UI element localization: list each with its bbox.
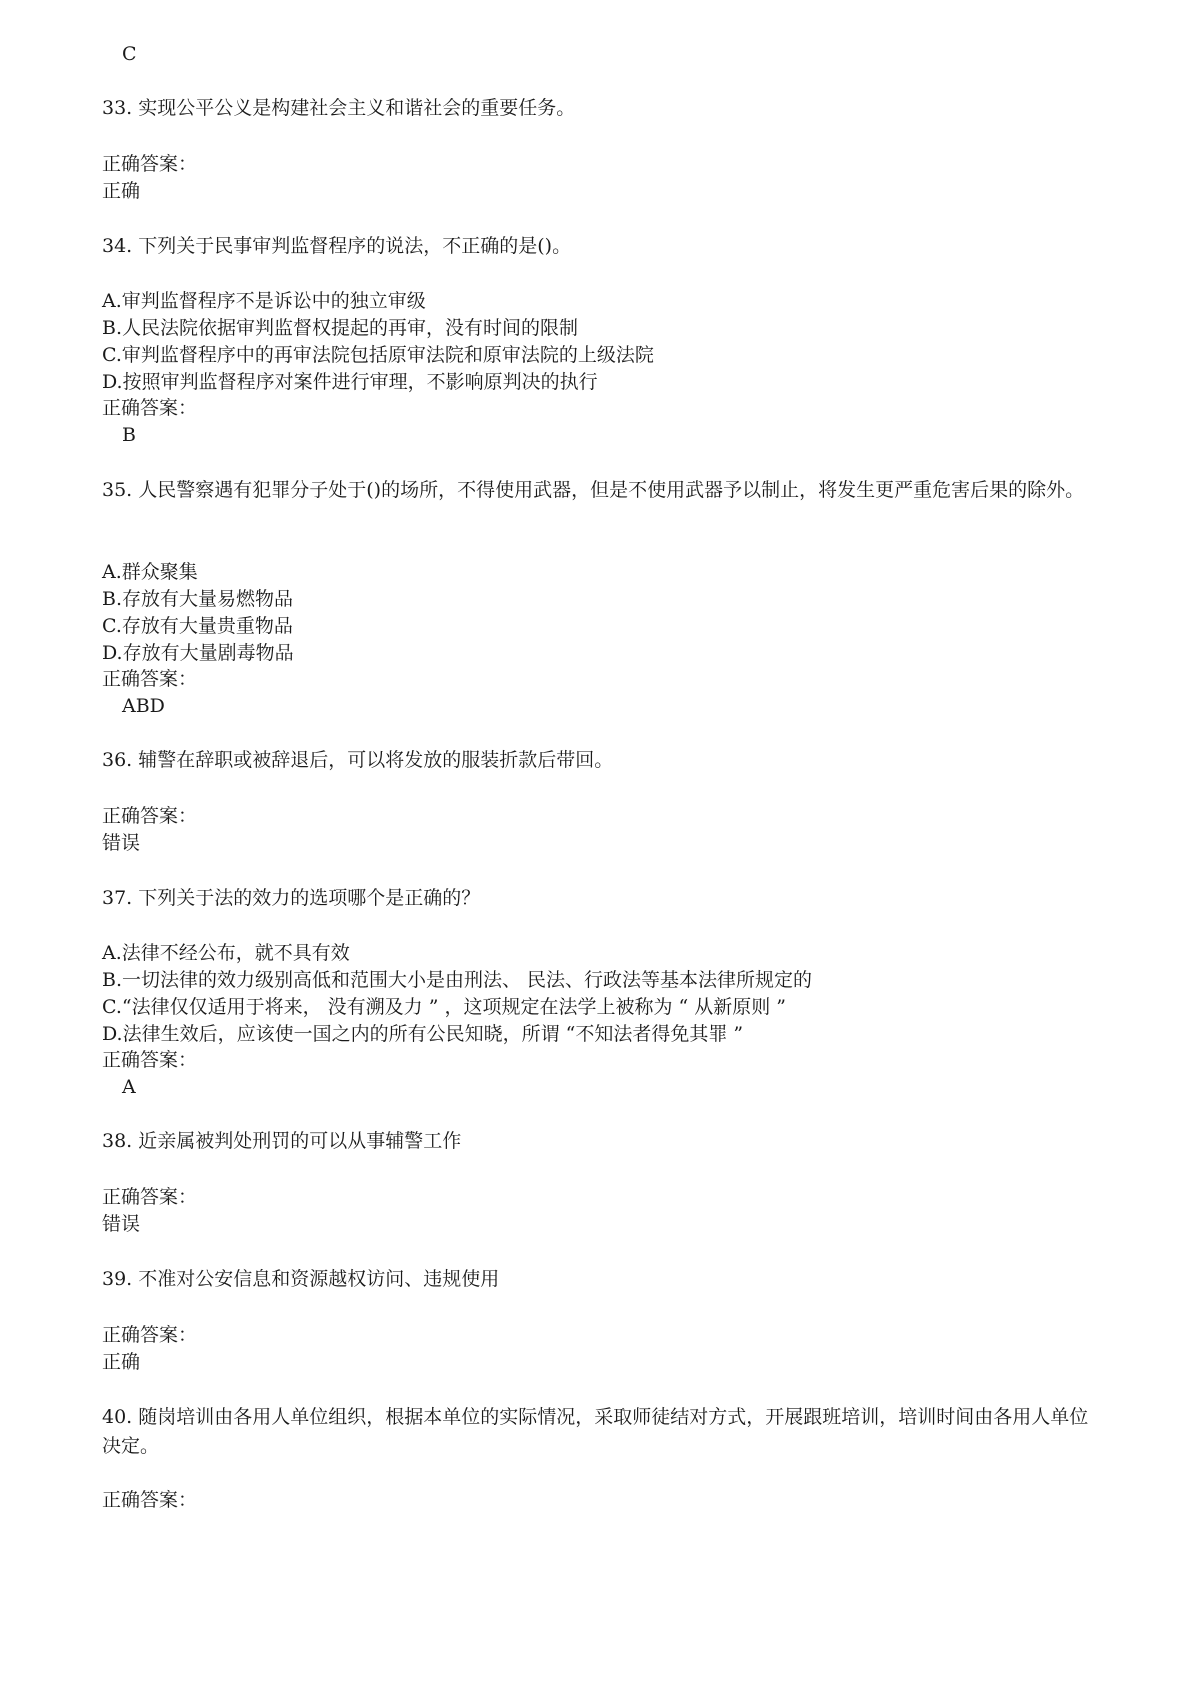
question-36-text: 36. 辅警在辞职或被辞退后，可以将发放的服装折款后带回。 — [102, 749, 614, 771]
q39-answer-value: 正确 — [102, 1351, 141, 1373]
q37-option-a: A.法律不经公布，就不具有效 — [102, 942, 350, 964]
question-35-text: 35. 人民警察遇有犯罪分子处于()的场所，不得使用武器，但是不使用武器予以制止，将发生更严重危害后果的除外。 — [102, 479, 1085, 501]
q34-answer-value: B — [122, 424, 136, 446]
q34-option-d: D.按照审判监督程序对案件进行审理，不影响原判决的执行 — [102, 371, 598, 393]
prev-answer-value: C — [122, 43, 137, 65]
question-33-text: 33. 实现公平公义是构建社会主义和谐社会的重要任务。 — [102, 97, 576, 119]
q35-option-b: B.存放有大量易燃物品 — [102, 588, 294, 610]
q33-answer-value: 正确 — [102, 180, 141, 202]
q40-answer-label: 正确答案： — [102, 1489, 198, 1511]
q38-answer-label: 正确答案： — [102, 1186, 198, 1208]
q35-answer-label: 正确答案： — [102, 668, 198, 690]
q34-answer-label: 正确答案： — [102, 397, 198, 419]
q35-answer-value: ABD — [122, 695, 165, 717]
question-38-text: 38. 近亲属被判处刑罚的可以从事辅警工作 — [102, 1130, 462, 1152]
q34-option-b: B.人民法院依据审判监督权提起的再审，没有时间的限制 — [102, 317, 579, 339]
q35-option-a: A.群众聚集 — [102, 561, 198, 583]
q35-option-c: C.存放有大量贵重物品 — [102, 615, 293, 637]
q38-answer-value: 错误 — [102, 1213, 141, 1235]
q34-option-c: C.审判监督程序中的再审法院包括原审法院和原审法院的上级法院 — [102, 344, 654, 366]
question-39-text: 39. 不准对公安信息和资源越权访问、违规使用 — [102, 1268, 500, 1290]
q37-option-c: C.“法律仅仅适用于将来， 没有溯及力 ” ，这项规定在法学上被称为 “ 从新原则 ” — [102, 996, 786, 1018]
q39-answer-label: 正确答案： — [102, 1324, 198, 1346]
q37-option-b: B.一切法律的效力级别高低和范围大小是由刑法、 民法、行政法等基本法律所规定的 — [102, 969, 813, 991]
q35-option-d: D.存放有大量剧毒物品 — [102, 642, 294, 664]
q36-answer-value: 错误 — [102, 832, 141, 854]
question-40-text: 40. 随岗培训由各用人单位组织，根据本单位的实际情况，采取师徒结对方式，开展跟班培训，培训时间由各用人单位决定。 — [102, 1406, 1089, 1457]
q37-option-d: D.法律生效后，应该使一国之内的所有公民知晓，所谓 “不知法者得免其罪 ” — [102, 1023, 744, 1045]
q37-answer-value: A — [122, 1076, 136, 1098]
q36-answer-label: 正确答案： — [102, 805, 198, 827]
question-34-text: 34. 下列关于民事审判监督程序的说法，不正确的是()。 — [102, 235, 572, 257]
q34-option-a: A.审判监督程序不是诉讼中的独立审级 — [102, 290, 426, 312]
q37-answer-label: 正确答案： — [102, 1049, 198, 1071]
q33-answer-label: 正确答案： — [102, 153, 198, 175]
question-37-text: 37. 下列关于法的效力的选项哪个是正确的？ — [102, 887, 481, 909]
